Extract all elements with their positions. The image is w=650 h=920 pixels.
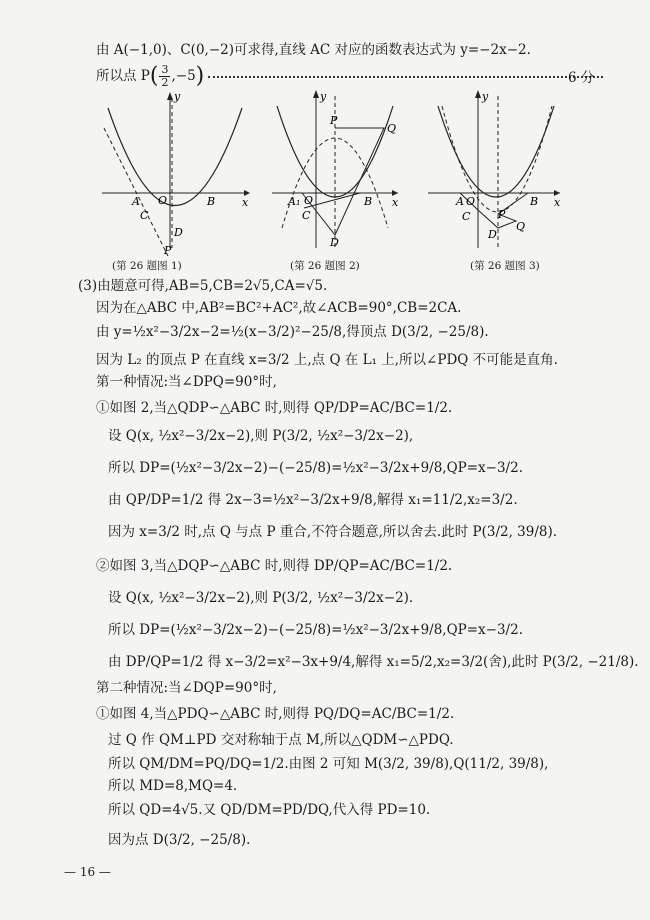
svg-text:y: y	[174, 90, 181, 103]
svg-text:O: O	[466, 195, 476, 208]
svg-text:Q: Q	[516, 220, 526, 233]
case2-step5: 所以 QD=4√5.又 QD/DM=PD/DQ,代入得 PD=10.	[108, 802, 431, 818]
line-ac-expression: 由 A(−1,0)、C(0,−2)可求得,直线 AC 对应的函数表达式为 y=−2x−2.	[96, 42, 531, 58]
case2-step4: 所以 MD=8,MQ=4.	[108, 778, 238, 794]
svg-text:P: P	[330, 114, 338, 127]
case1-step4: 由 QP/DP=1/2 得 2x−3=½x²−3/2x+9/8,解得 x₁=11/2,x₂=3/2.	[108, 492, 518, 508]
case1-sub2-step4: 由 DP/QP=1/2 得 x−3/2=x²−3x+9/4,解得 x₁=5/2,x₂=3/2(舍),此时 P(3/2, −21/8).	[108, 654, 639, 670]
svg-text:A: A	[456, 195, 464, 208]
svg-text:P: P	[498, 208, 506, 221]
svg-text:O: O	[158, 194, 168, 207]
p3-vertex: 由 y=½x²−3/2x−2=½(x−3/2)²−25/8,得顶点 D(3/2, −25/8).	[96, 324, 489, 340]
svg-text:A₁: A₁	[288, 195, 301, 208]
figure-3	[420, 88, 570, 256]
case2-step1: ①如图 4,当△PDQ∽△ABC 时,则得 PQ/DQ=AC/BC=1/2.	[96, 706, 455, 722]
case1-sub2-step2: 设 Q(x, ½x²−3/2x−2),则 P(3/2, ½x²−3/2x−2).	[108, 590, 414, 606]
case1-sub2-step3: 所以 DP=(½x²−3/2x−2)−(−25/8)=½x²−3/2x+9/8,QP=x−3/2.	[108, 622, 523, 638]
page-number: — 16 —	[64, 865, 111, 879]
svg-text:B: B	[207, 195, 216, 208]
svg-text:C: C	[302, 209, 311, 222]
case1-sub2-step1: ②如图 3,当△DQP∽△ABC 时,则得 DP/QP=AC/BC=1/2.	[96, 558, 453, 574]
svg-text:D: D	[488, 228, 497, 241]
p3-intro: (3)由题意可得,AB=5,CB=2√5,CA=√5.	[78, 278, 328, 294]
figure-1	[92, 88, 252, 256]
case2-step2: 过 Q 作 QM⊥PD 交对称轴于点 M,所以△QDM∽△PDQ.	[108, 732, 454, 748]
svg-text:P: P	[164, 244, 172, 256]
svg-text:O: O	[304, 194, 314, 207]
figure-3-caption: (第 26 题图 3)	[470, 260, 540, 272]
svg-text:y: y	[482, 90, 489, 103]
case1-step2: 设 Q(x, ½x²−3/2x−2),则 P(3/2, ½x²−3/2x−2),	[108, 428, 414, 444]
svg-text:C: C	[140, 209, 149, 222]
svg-text:D: D	[330, 236, 339, 249]
svg-text:D: D	[174, 226, 183, 239]
case1-title: 第一种情况:当∠DPQ=90°时,	[96, 374, 277, 390]
svg-text:y: y	[320, 90, 327, 103]
svg-text:x: x	[554, 196, 561, 209]
figure-2	[262, 88, 402, 256]
case2-step6: 因为点 D(3/2, −25/8).	[108, 832, 251, 848]
svg-text:B: B	[364, 195, 373, 208]
case1-step1: ①如图 2,当△QDP∽△ABC 时,则得 QP/DP=AC/BC=1/2.	[96, 400, 453, 416]
p3-because: 因为在△ABC 中,AB²=BC²+AC²,故∠ACB=90°,CB=2CA.	[96, 300, 462, 316]
score-label: 6 分	[568, 70, 595, 86]
leader-dots	[208, 76, 603, 78]
svg-text:x: x	[242, 196, 249, 209]
case2-step3: 所以 QM/DM=PQ/DQ=1/2.由图 2 可知 M(3/2, 39/8),Q(11/2, 39/8),	[108, 756, 549, 772]
text: 所以点 P	[96, 68, 150, 84]
svg-text:Q: Q	[387, 122, 397, 135]
p3-line: 因为 L₂ 的顶点 P 在直线 x=3/2 上,点 Q 在 L₁ 上,所以∠PDQ 不可能是直角.	[96, 352, 558, 368]
case1-step3: 所以 DP=(½x²−3/2x−2)−(−25/8)=½x²−3/2x+9/8,QP=x−3/2.	[108, 460, 523, 476]
svg-text:x: x	[392, 196, 399, 209]
svg-text:B: B	[530, 195, 539, 208]
figure-2-caption: (第 26 题图 2)	[290, 260, 360, 272]
case1-step5: 因为 x=3/2 时,点 Q 与点 P 重合,不符合题意,所以舍去.此时 P(3/2, 39/8).	[108, 524, 558, 540]
figure-1-caption: (第 26 题图 1)	[112, 260, 182, 272]
svg-text:C: C	[462, 210, 471, 223]
svg-text:A: A	[132, 195, 140, 208]
line-point-p: 所以点 P( $\frac{3}{2}$ ,−5)	[96, 64, 607, 89]
case2-title: 第二种情况:当∠DQP=90°时,	[96, 680, 277, 696]
